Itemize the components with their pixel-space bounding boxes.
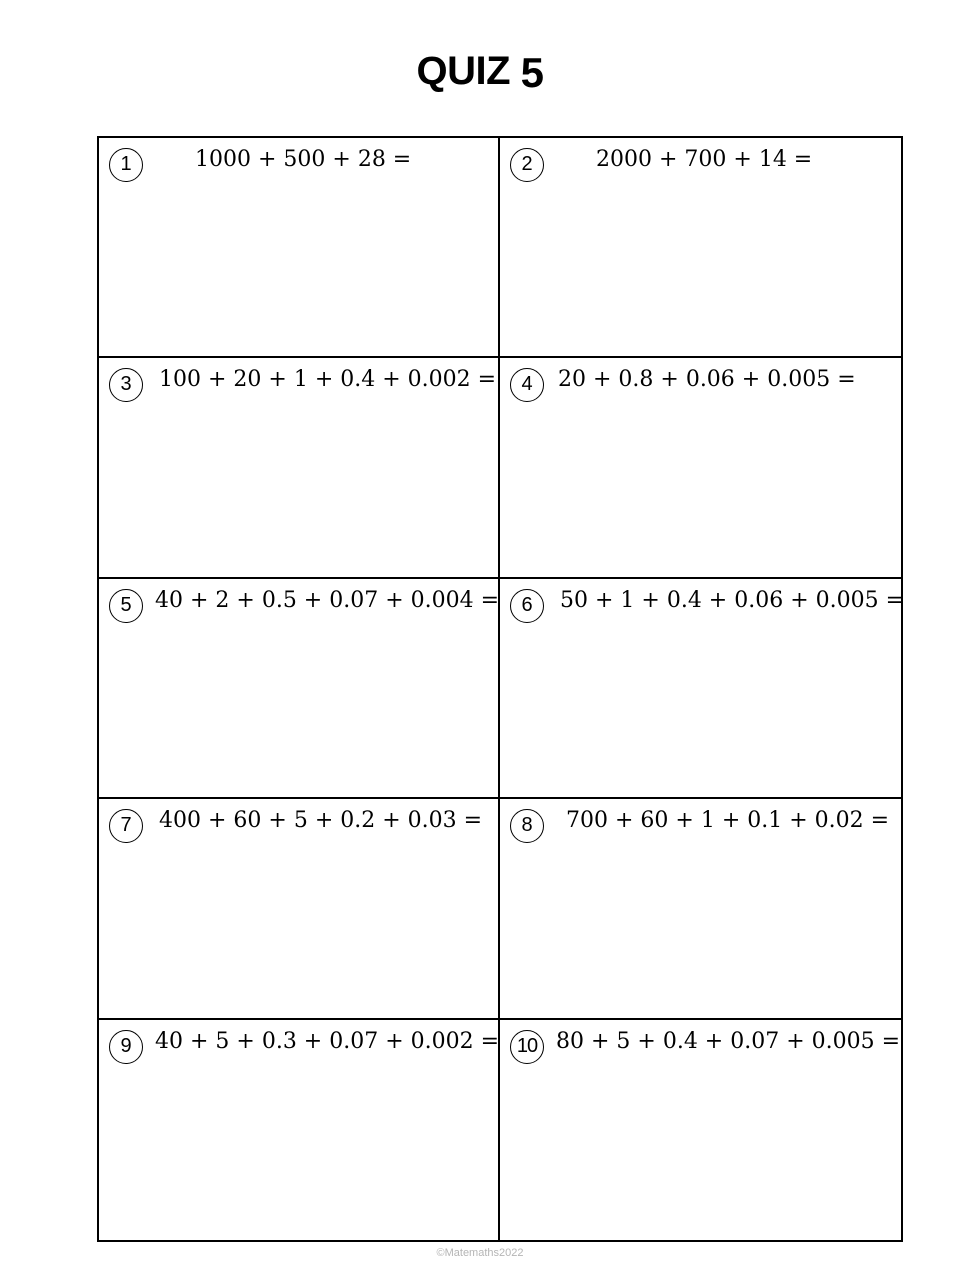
title-word: QUIZ <box>416 49 511 93</box>
question-expression: 700 + 60 + 1 + 0.1 + 0.02 = <box>566 808 890 834</box>
question-cell-7[interactable] <box>99 799 500 1019</box>
question-number-badge: 7 <box>109 809 143 843</box>
question-number-badge: 1 <box>109 148 143 182</box>
question-cell-4[interactable] <box>500 358 901 578</box>
question-cell-5[interactable] <box>99 579 500 799</box>
question-number-badge: 2 <box>510 148 544 182</box>
question-number-badge: 8 <box>510 809 544 843</box>
question-expression: 50 + 1 + 0.4 + 0.06 + 0.005 = <box>560 587 905 613</box>
question-expression: 100 + 20 + 1 + 0.4 + 0.002 = <box>159 367 497 393</box>
title-number: 5 <box>520 49 544 96</box>
question-expression: 40 + 5 + 0.3 + 0.07 + 0.002 = <box>155 1028 500 1054</box>
question-expression: 40 + 2 + 0.5 + 0.07 + 0.004 = <box>155 587 500 613</box>
question-cell-3[interactable] <box>99 358 500 578</box>
question-number-badge: 9 <box>109 1030 143 1064</box>
question-expression: 400 + 60 + 5 + 0.2 + 0.03 = <box>159 808 483 834</box>
question-number-badge: 6 <box>510 589 544 623</box>
question-cell-6[interactable] <box>500 579 905 799</box>
question-number-badge: 3 <box>109 368 143 402</box>
question-cell-10[interactable] <box>500 1020 901 1240</box>
question-cell-2[interactable] <box>500 138 901 358</box>
question-cell-9[interactable] <box>99 1020 500 1240</box>
page-title <box>0 40 960 101</box>
question-expression: 1000 + 500 + 28 = <box>195 147 412 172</box>
question-expression: 80 + 5 + 0.4 + 0.07 + 0.005 = <box>556 1028 901 1054</box>
question-grid <box>97 136 903 1242</box>
question-cell-1[interactable] <box>99 138 500 358</box>
question-number-badge: 5 <box>109 589 143 623</box>
copyright-footer: ©Matemaths2022 <box>436 1247 524 1259</box>
question-number-badge: 10 <box>510 1030 544 1064</box>
question-cell-8[interactable] <box>500 799 901 1019</box>
question-number-badge: 4 <box>510 368 544 402</box>
question-expression: 20 + 0.8 + 0.06 + 0.005 = <box>558 367 856 393</box>
question-expression: 2000 + 700 + 14 = <box>596 147 813 172</box>
